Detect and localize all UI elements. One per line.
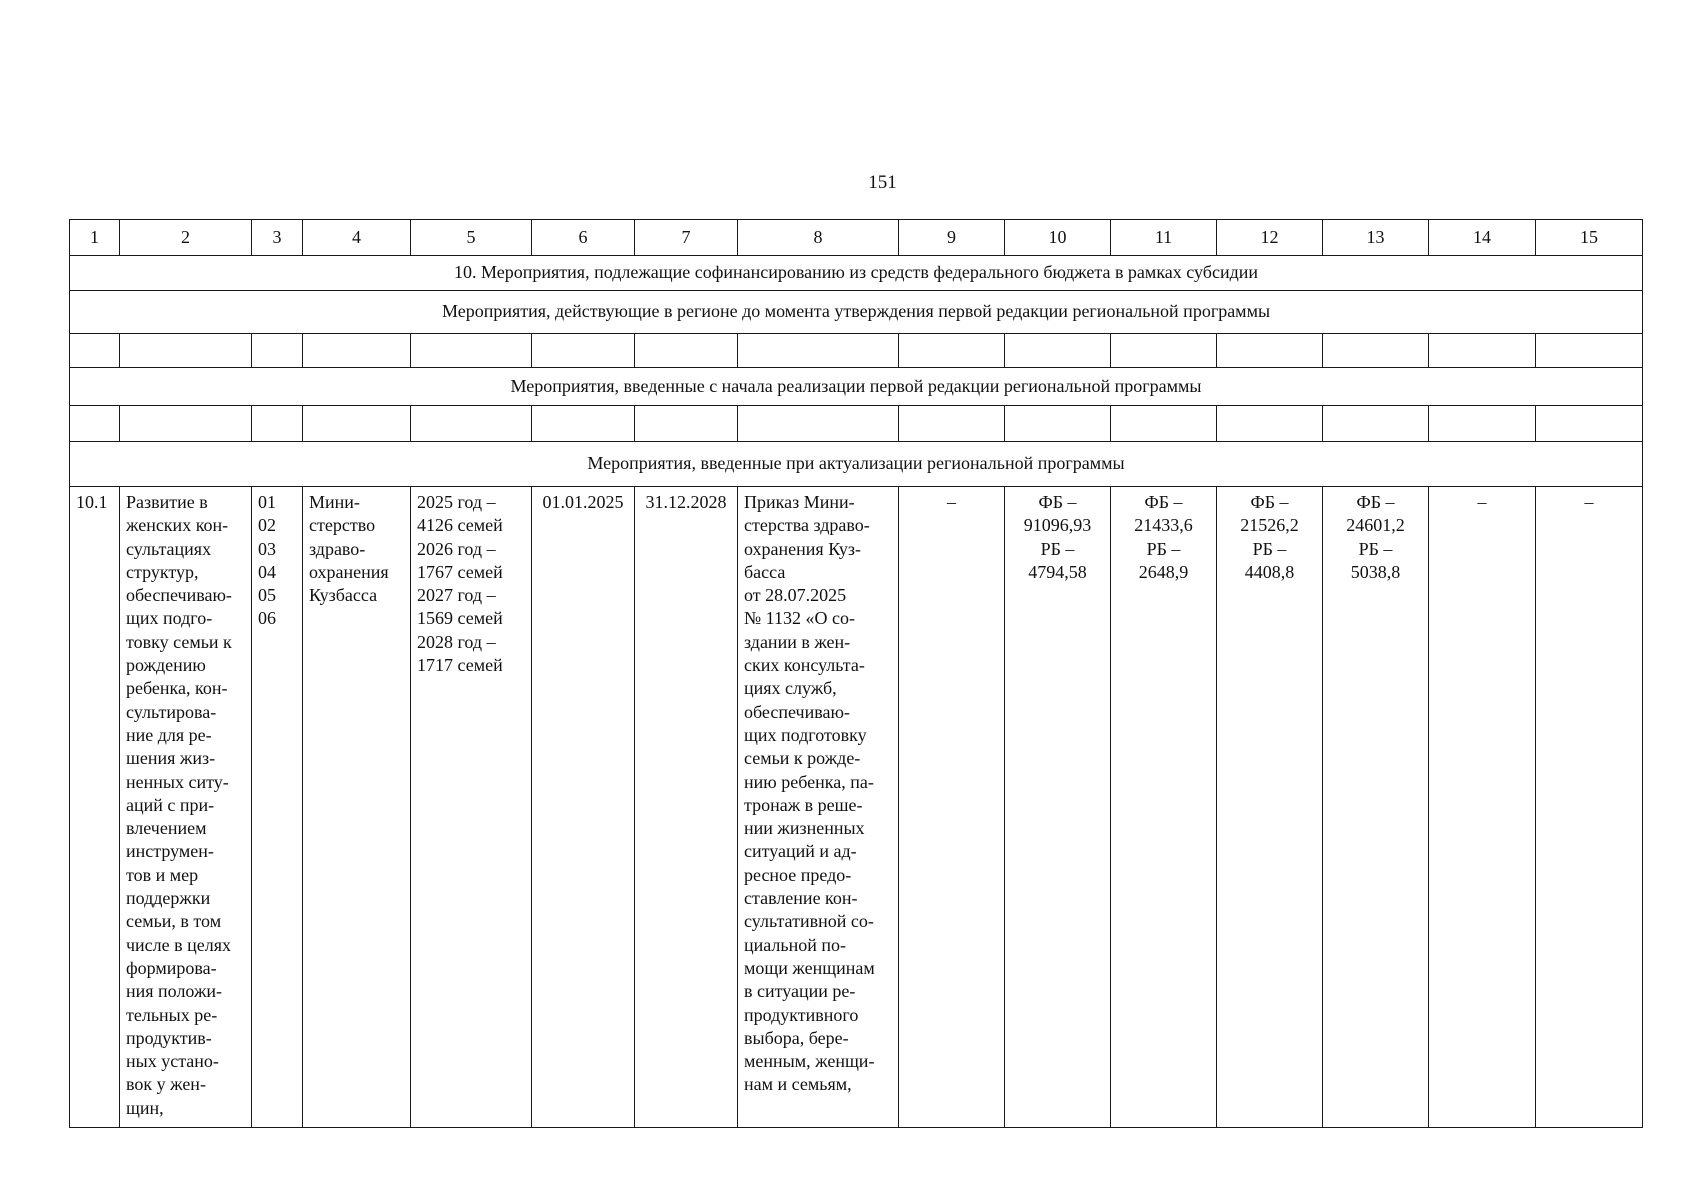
text-line: ских консульта- [744, 655, 865, 676]
text-line: нии жизненных [744, 818, 865, 839]
text-line: от 28.07.2025 [744, 585, 847, 606]
empty-cell [532, 334, 635, 368]
text-line: 21433,6 [1134, 515, 1193, 536]
text-line: 2028 год – [417, 631, 496, 652]
column-number: 3 [252, 220, 303, 256]
text-line: РБ – [1358, 538, 1393, 559]
empty-cell [738, 334, 899, 368]
text-line: формирова- [126, 957, 217, 978]
measure-description [120, 487, 252, 1128]
text-line: щих подготовку [744, 724, 867, 745]
column-number: 15 [1536, 220, 1643, 256]
empty-cell [1217, 406, 1323, 442]
text-line: 1569 семей [417, 608, 503, 629]
funding-2027-cell [1217, 487, 1323, 1128]
empty-cell [303, 406, 411, 442]
measures-table [69, 219, 1643, 1128]
column-number: 10 [1005, 220, 1111, 256]
executor-cell [303, 487, 411, 1128]
section-row [70, 291, 1643, 334]
column-number: 12 [1217, 220, 1323, 256]
text-line: менным, женщи- [744, 1051, 875, 1072]
text-line: тронаж в реше- [744, 794, 863, 815]
empty-row [70, 334, 1643, 368]
text-line: инструмен- [126, 841, 214, 862]
text-line: Кузбасса [309, 585, 378, 606]
column-number: 6 [532, 220, 635, 256]
empty-cell [120, 334, 252, 368]
empty-cell [738, 406, 899, 442]
text-line: басса [744, 561, 786, 582]
codes-cell [252, 487, 303, 1128]
page-number: 151 [868, 172, 897, 193]
text-line: ных устано- [126, 1051, 219, 1072]
text-line: Развитие в [126, 492, 208, 512]
empty-cell [635, 334, 738, 368]
start-date: 01.01.2025 [532, 487, 635, 1128]
section-heading-cofinanced: 10. Мероприятия, подлежащие софинансированию из средств федерального бюджета в рамках субсидии [70, 256, 1643, 291]
text-line: ненных ситу- [126, 771, 229, 792]
text-line: 2648,9 [1138, 561, 1189, 582]
empty-cell [1005, 406, 1111, 442]
text-line: вок у жен- [126, 1074, 206, 1095]
text-line: 01 [258, 492, 276, 512]
section-row [70, 256, 1643, 291]
column-number-row [70, 220, 1643, 256]
empty-row [70, 406, 1643, 442]
text-line: здраво- [309, 538, 366, 559]
text-line: влечением [126, 818, 207, 839]
text-line: тов и мер [126, 864, 199, 885]
text-line: структур, [126, 561, 199, 582]
text-line: 21526,2 [1240, 515, 1299, 536]
column-number: 14 [1429, 220, 1536, 256]
text-line: обеспечиваю- [744, 701, 850, 722]
text-line: товку семьи к [126, 631, 232, 652]
row-number: 10.1 [70, 487, 120, 1128]
text-line: нию ребенка, па- [744, 771, 874, 792]
text-line: охранения Куз- [744, 538, 861, 559]
empty-cell [1323, 406, 1429, 442]
col14-value: – [1429, 487, 1536, 1128]
table-row [70, 487, 1643, 1128]
empty-cell [1536, 406, 1643, 442]
column-number: 11 [1111, 220, 1217, 256]
text-line: выбора, бере- [744, 1027, 849, 1048]
text-line: 03 [258, 538, 276, 559]
text-line: 4794,58 [1028, 561, 1087, 582]
text-line: 2025 год – [417, 492, 496, 512]
text-line: ФБ – [1038, 492, 1077, 512]
text-line: Мини- [309, 492, 360, 512]
text-line: 24601,2 [1346, 515, 1405, 536]
text-line: 04 [258, 561, 276, 582]
empty-cell [411, 334, 532, 368]
text-line: № 1132 «О со- [744, 608, 855, 629]
text-line: шения жиз- [126, 748, 216, 769]
text-line: 91096,93 [1023, 515, 1092, 536]
text-line: мощи женщинам [744, 957, 875, 978]
empty-cell [252, 406, 303, 442]
column-number: 8 [738, 220, 899, 256]
text-line: 4408,8 [1244, 561, 1295, 582]
text-line: 4126 семей [417, 515, 503, 536]
text-line: продуктив- [126, 1027, 212, 1048]
column-number: 5 [411, 220, 532, 256]
empty-cell [899, 406, 1005, 442]
text-line: ния положи- [126, 981, 223, 1002]
text-line: аций с при- [126, 794, 215, 815]
text-line: сультациях [126, 538, 212, 559]
text-line: стерство [309, 515, 376, 536]
funding-2028-cell [1323, 487, 1429, 1128]
text-line: 02 [258, 515, 276, 536]
text-line: нам и семьям, [744, 1074, 852, 1095]
column-number: 1 [70, 220, 120, 256]
text-line: обеспечиваю- [126, 585, 232, 606]
empty-cell [1005, 334, 1111, 368]
end-date: 31.12.2028 [635, 487, 738, 1128]
text-line: продуктивного [744, 1004, 859, 1025]
text-line: ние для ре- [126, 724, 212, 745]
indicator-cell [411, 487, 532, 1128]
text-line: РБ – [1040, 538, 1075, 559]
empty-cell [1217, 334, 1323, 368]
empty-cell [70, 334, 120, 368]
text-line: числе в целях [126, 934, 232, 955]
text-line: циальной по- [744, 934, 846, 955]
text-line: семьи, в том [126, 911, 222, 932]
text-line: щин, [126, 1097, 164, 1118]
text-line: охранения [309, 561, 389, 582]
column-number: 9 [899, 220, 1005, 256]
text-line: поддержки [126, 888, 211, 909]
col15-value: – [1536, 487, 1643, 1128]
section-heading-first-edition: Мероприятия, введенные с начала реализации первой редакции региональной программы [70, 368, 1643, 406]
text-line: сультирова- [126, 701, 217, 722]
text-line: ФБ – [1144, 492, 1183, 512]
text-line: здании в жен- [744, 631, 851, 652]
col9-value: – [899, 487, 1005, 1128]
text-line: ставление кон- [744, 888, 858, 909]
text-line: 2026 год – [417, 538, 496, 559]
text-line: 5038,8 [1350, 561, 1401, 582]
text-line: семьи к рожде- [744, 748, 861, 769]
empty-cell [1429, 334, 1536, 368]
text-line: Приказ Мини- [744, 492, 855, 512]
text-line: сультативной со- [744, 911, 874, 932]
funding-2026-cell [1111, 487, 1217, 1128]
empty-cell [303, 334, 411, 368]
text-line: 06 [258, 608, 276, 629]
text-line: щих подго- [126, 608, 213, 629]
empty-cell [1536, 334, 1643, 368]
text-line: 05 [258, 585, 276, 606]
section-heading-existing: Мероприятия, действующие в регионе до момента утверждения первой редакции региональной программы [70, 291, 1643, 334]
empty-cell [899, 334, 1005, 368]
column-number: 7 [635, 220, 738, 256]
text-line: ресное предо- [744, 864, 852, 885]
text-line: в ситуации ре- [744, 981, 856, 1002]
text-line: тельных ре- [126, 1004, 218, 1025]
text-line: стерства здраво- [744, 515, 870, 536]
empty-cell [1429, 406, 1536, 442]
text-line: женских кон- [126, 515, 229, 536]
text-line: ситуаций и ад- [744, 841, 857, 862]
empty-cell [635, 406, 738, 442]
empty-cell [120, 406, 252, 442]
section-row [70, 368, 1643, 406]
funding-total-cell [1005, 487, 1111, 1128]
text-line: циях служб, [744, 678, 837, 699]
text-line: ФБ – [1250, 492, 1289, 512]
text-line: 1717 семей [417, 655, 503, 676]
text-line: 2027 год – [417, 585, 496, 606]
text-line: РБ – [1146, 538, 1181, 559]
empty-cell [1111, 334, 1217, 368]
empty-cell [70, 406, 120, 442]
text-line: РБ – [1252, 538, 1287, 559]
text-line: 1767 семей [417, 561, 503, 582]
legal-document-cell [738, 487, 899, 1128]
column-number: 13 [1323, 220, 1429, 256]
section-row [70, 442, 1643, 487]
empty-cell [532, 406, 635, 442]
empty-cell [1111, 406, 1217, 442]
text-line: рождению [126, 655, 206, 676]
empty-cell [1323, 334, 1429, 368]
column-number: 2 [120, 220, 252, 256]
empty-cell [252, 334, 303, 368]
column-number: 4 [303, 220, 411, 256]
text-line: ФБ – [1356, 492, 1395, 512]
empty-cell [411, 406, 532, 442]
section-heading-actualization: Мероприятия, введенные при актуализации региональной программы [70, 442, 1643, 487]
text-line: ребенка, кон- [126, 678, 228, 699]
